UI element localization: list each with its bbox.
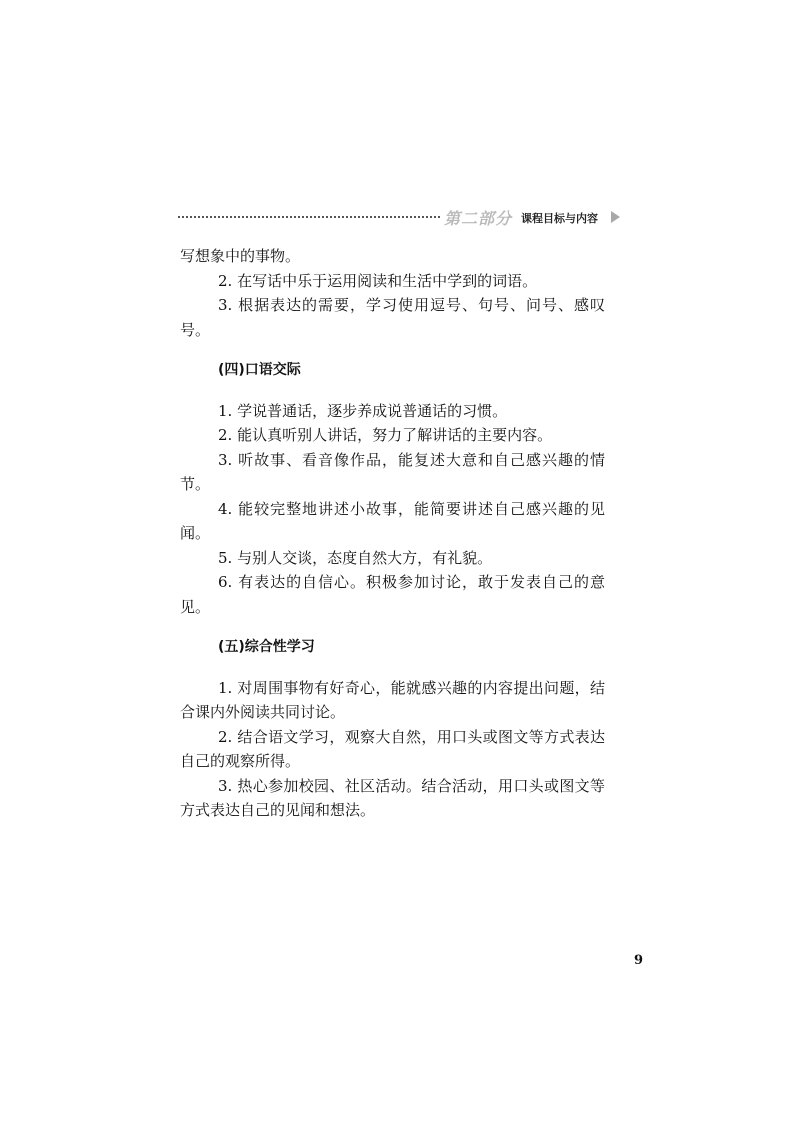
header-dotted-rule	[178, 216, 440, 218]
list-item: 4. 能较完整地讲述小故事，能简要讲述自己感兴趣的见闻。	[180, 499, 605, 542]
list-item: 6. 有表达的自信心。积极参加讨论，敢于发表自己的意见。	[180, 573, 605, 616]
list-item: 3. 热心参加校园、社区活动。结合活动，用口头或图文等方式表达自己的见闻和想法。	[180, 776, 605, 819]
list-item: 1. 学说普通话，逐步养成说普通话的习惯。	[218, 401, 508, 420]
list-item: 2. 在写话中乐于运用阅读和生活中学到的词语。	[218, 271, 538, 290]
triangle-arrow-icon	[611, 211, 620, 223]
header-part-label: 第二部分	[444, 209, 513, 228]
list-item: 1. 对周围事物有好奇心，能就感兴趣的内容提出问题，结合课内外阅读共同讨论。	[180, 678, 605, 721]
list-item: 3. 听故事、看音像作品，能复述大意和自己感兴趣的情节。	[180, 450, 605, 493]
section-heading-speaking: (四)口语交际	[218, 362, 301, 378]
paragraph-continuation: 写想象中的事物。	[180, 247, 301, 265]
section-heading-comprehensive: (五)综合性学习	[218, 639, 315, 655]
running-header	[178, 205, 623, 227]
body-text	[180, 244, 605, 823]
header-section-title: 课程目标与内容	[521, 212, 598, 225]
list-item: 3. 根据表达的需要，学习使用逗号、句号、问号、感叹号。	[180, 296, 605, 339]
list-item: 2. 结合语文学习，观察大自然，用口头或图文等方式表达自己的观察所得。	[180, 727, 605, 770]
list-item: 5. 与别人交谈，态度自然大方，有礼貌。	[218, 548, 493, 567]
page-number: 9	[634, 953, 644, 968]
list-item: 2. 能认真听别人讲话，努力了解讲话的主要内容。	[218, 426, 553, 444]
